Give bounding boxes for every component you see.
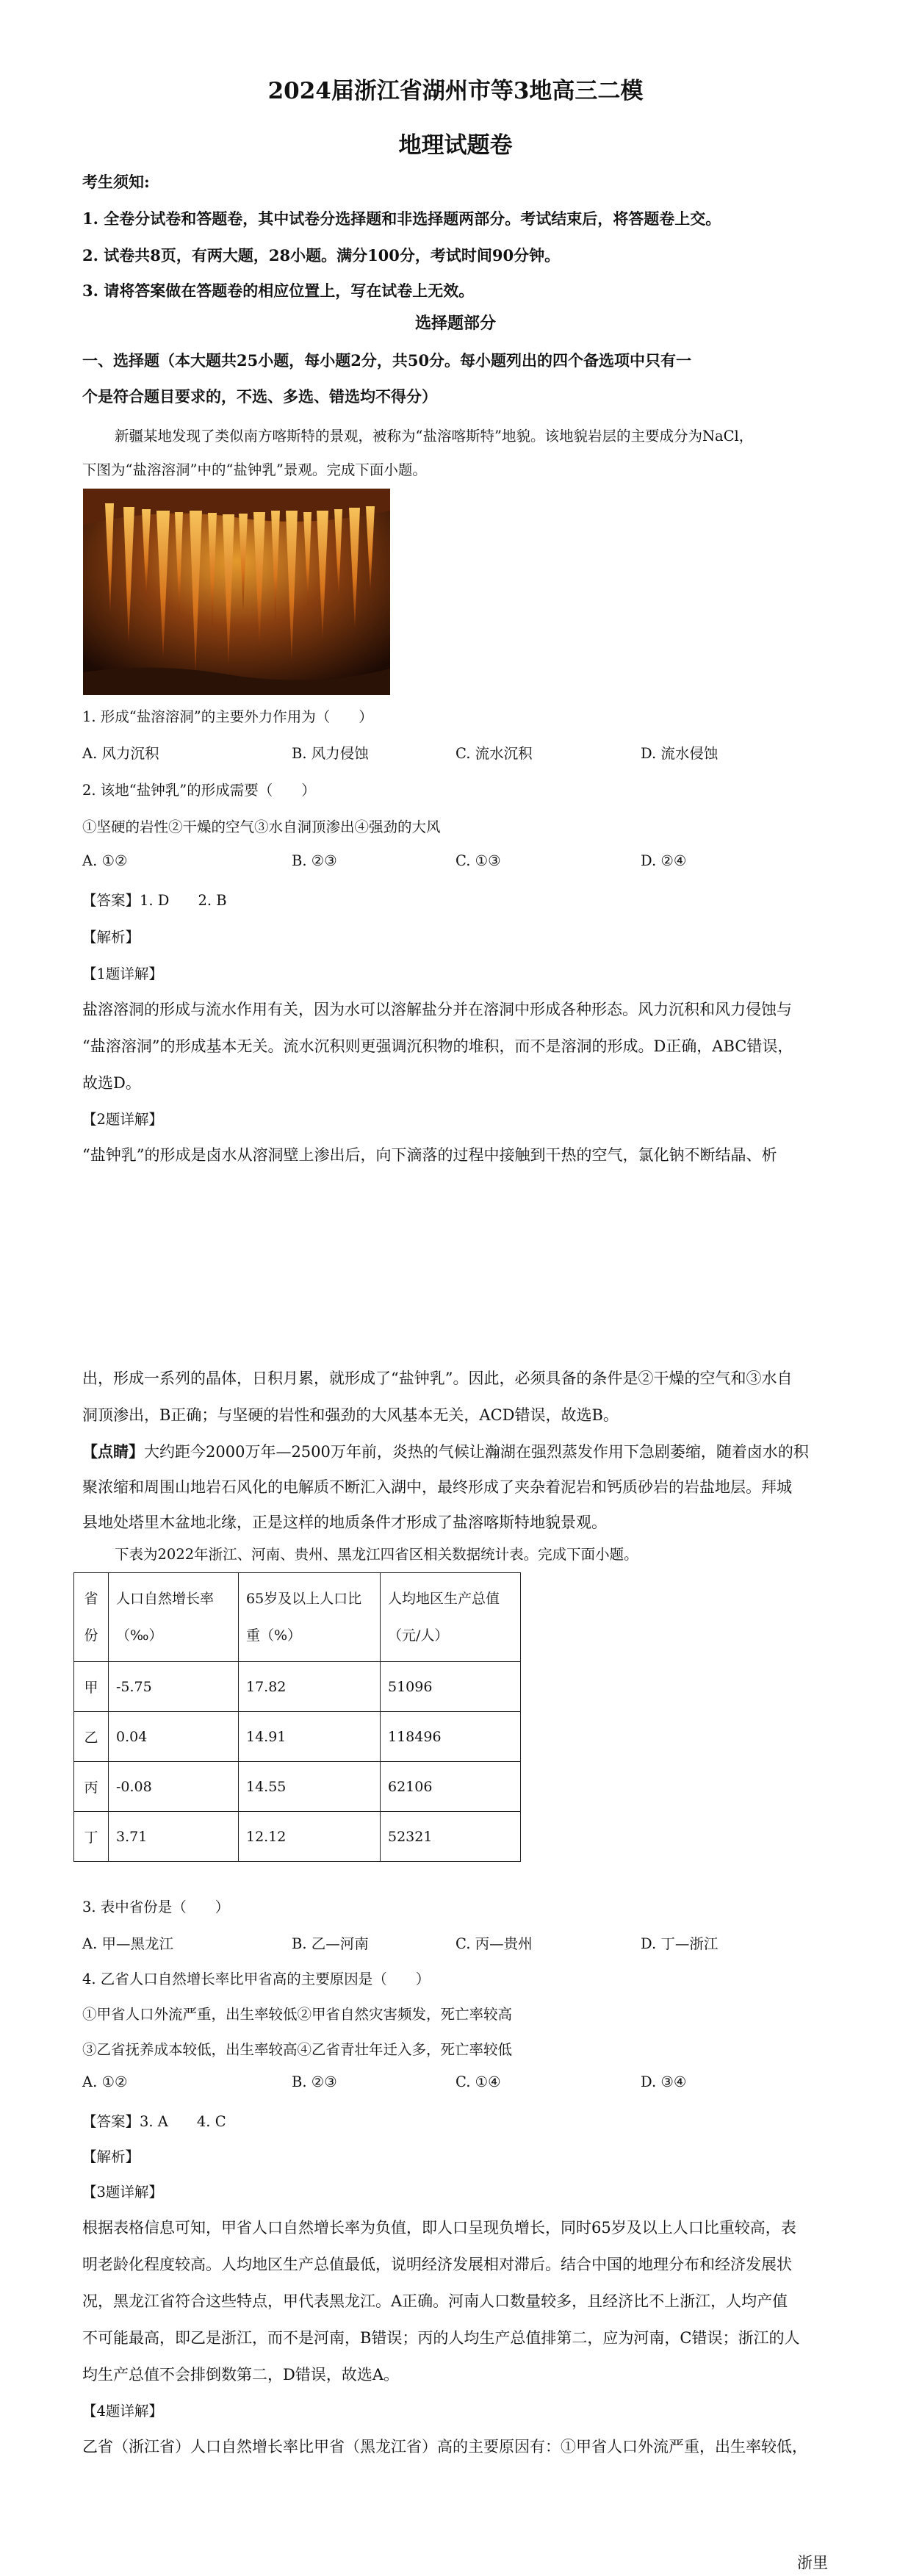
q4-stem: 4. 乙省人口自然增长率比甲省高的主要原因是（ ） [82, 1971, 431, 1987]
exam-title: 2024届浙江省湖州市等3地高三二模 [267, 78, 644, 104]
table-cell: 丙 [74, 1762, 109, 1812]
table-cell: 14.55 [239, 1762, 381, 1812]
q3-options [82, 1932, 832, 1954]
q4-options [82, 2073, 832, 2095]
table-cell: 丁 [74, 1812, 109, 1862]
cave-illustration [83, 489, 390, 695]
q4-option-d[interactable]: D. ③④ [641, 2073, 687, 2090]
tips-line-3: 县地处塔里木盆地北缘，正是这样的地质条件才形成了盐溶喀斯特地貌景观。 [82, 1514, 607, 1531]
q4-option-c[interactable]: C. ①④ [455, 2073, 501, 2090]
q3-option-d[interactable]: D. 丁—浙江 [641, 1935, 719, 1952]
q4-conditions-1: ①甲省人口外流严重，出生率较低②甲省自然灾害频发，死亡率较高 [82, 2006, 513, 2023]
tips-line-2: 聚浓缩和周围山地岩石风化的电解质不断汇入湖中，最终形成了夹杂着泥岩和钙质砂岩的岩盐地层。拜城 [82, 1478, 792, 1496]
table-cell: -5.75 [109, 1662, 239, 1712]
q2-option-c[interactable]: C. ①③ [455, 852, 501, 869]
table-cell: 14.91 [239, 1712, 381, 1762]
detail4-label: 【4题详解】 [82, 2403, 163, 2420]
detail1-line-2: “盐溶溶洞”的形成基本无关。流水沉积则更强调沉积物的堆积，而不是溶洞的形成。D正确，ABC错误， [82, 1037, 793, 1055]
notice-item-1: 1. 全卷分试卷和答题卷，其中试卷分选择题和非选择题两部分。考试结束后，将答题卷上交。 [82, 209, 721, 228]
q2-conditions: ①坚硬的岩性②干燥的空气③水自洞顶渗出④强劲的大风 [82, 819, 441, 835]
table-cell: -0.08 [109, 1762, 239, 1812]
section-title: 选择题部分 [414, 314, 496, 333]
detail2-label: 【2题详解】 [82, 1111, 163, 1128]
table-cell: 3.71 [109, 1812, 239, 1862]
q2-stem: 2. 该地“盐钟乳”的形成需要（ ） [82, 782, 316, 799]
detail4-line-1: 乙省（浙江省）人口自然增长率比甲省（黑龙江省）高的主要原因有：①甲省人口外流严重，出生率较低， [82, 2438, 807, 2456]
exam-subtitle: 地理试题卷 [398, 132, 513, 159]
notice-heading: 考生须知: [82, 173, 150, 191]
table-cell: 51096 [381, 1662, 521, 1712]
notice-item-3: 3. 请将答案做在答题卷的相应位置上，写在试卷上无效。 [82, 281, 475, 300]
q4-option-a[interactable]: A. ①② [82, 2073, 128, 2090]
detail1-label: 【1题详解】 [82, 965, 163, 982]
tips-label: 【点睛】 [82, 1442, 144, 1461]
q1-options [82, 742, 832, 764]
table-header-growth: 人口自然增长率（‰） [109, 1573, 239, 1662]
table-cell: 118496 [381, 1712, 521, 1762]
detail3-line-5: 均生产总值不会排倒数第二，D错误，故选A。 [82, 2366, 400, 2383]
table-header-gdp: 人均地区生产总值（元/人） [381, 1573, 521, 1662]
q3-option-c[interactable]: C. 丙—贵州 [455, 1935, 533, 1952]
table-row [74, 1662, 521, 1712]
detail3-label: 【3题详解】 [82, 2184, 163, 2201]
q3-option-a[interactable]: A. 甲—黑龙江 [82, 1935, 173, 1952]
detail1-line-3: 故选D。 [82, 1074, 141, 1092]
table-cell: 乙 [74, 1712, 109, 1762]
q1-stem: 1. 形成“盐溶溶洞”的主要外力作用为（ ） [82, 708, 373, 725]
detail3-line-3: 况，黑龙江省符合这些特点，甲代表黑龙江。A正确。河南人口数量较多，且经济比不上浙江，人均产值 [82, 2292, 788, 2310]
group2-analysis-label: 【解析】 [82, 2148, 140, 2165]
group1-analysis-label: 【解析】 [82, 929, 140, 946]
table-cell: 0.04 [109, 1712, 239, 1762]
q1-option-a[interactable]: A. 风力沉积 [82, 745, 159, 762]
tips-text-1: 大约距今2000万年—2500万年前，炎热的气候让瀚湖在强烈蒸发作用下急剧萎缩，随着卤水的积 [144, 1443, 809, 1461]
q2-option-a[interactable]: A. ①② [82, 852, 128, 869]
table-row [74, 1712, 521, 1762]
table-row [74, 1762, 521, 1812]
detail2-line-3: 洞顶渗出，B正确；与坚硬的岩性和强劲的大风基本无关，ACD错误，故选B。 [82, 1406, 619, 1424]
group1-answer: 【答案】1. D 2. B [82, 892, 227, 909]
table-cell: 12.12 [239, 1812, 381, 1862]
table-row [74, 1812, 521, 1862]
q1-option-b[interactable]: B. 风力侵蚀 [292, 745, 369, 762]
detail3-line-2: 明老龄化程度较高。人均地区生产总值最低，说明经济发展相对滞后。结合中国的地理分布和经济发展状 [82, 2256, 792, 2273]
q3-stem: 3. 表中省份是（ ） [82, 1899, 230, 1915]
page-footer: 浙里 [797, 2554, 828, 2572]
detail1-line-1: 盐溶溶洞的形成与流水作用有关，因为水可以溶解盐分并在溶洞中形成各种形态。风力沉积和风力侵蚀与 [82, 1001, 792, 1018]
q1-option-c[interactable]: C. 流水沉积 [455, 745, 533, 762]
table-cell: 52321 [381, 1812, 521, 1862]
table-header-province: 省份 [74, 1573, 109, 1662]
table-cell: 62106 [381, 1762, 521, 1812]
detail3-line-4: 不可能最高，即乙是浙江，而不是河南，B错误；丙的人均生产总值排第二，应为河南，C错误；浙江的人 [82, 2329, 800, 2347]
detail3-line-1: 根据表格信息可知，甲省人口自然增长率为负值，即人口呈现负增长，同时65岁及以上人口比重较高，表 [82, 2219, 796, 2237]
section-instruction-2: 个是符合题目要求的，不选、多选、错选均不得分） [82, 387, 437, 406]
q2-option-d[interactable]: D. ②④ [641, 852, 687, 869]
group2-intro: 下表为2022年浙江、河南、贵州、黑龙江四省区相关数据统计表。完成下面小题。 [115, 1546, 638, 1563]
q3-option-b[interactable]: B. 乙—河南 [292, 1935, 369, 1952]
province-stats-table [73, 1572, 521, 1862]
q1-option-d[interactable]: D. 流水侵蚀 [641, 745, 719, 762]
group1-intro-2: 下图为“盐溶溶洞”中的“盐钟乳”景观。完成下面小题。 [82, 461, 427, 478]
salt-stalactite-photo [83, 489, 390, 695]
detail2-line-2: 出，形成一系列的晶体，日积月累，就形成了“盐钟乳”。因此，必须具备的条件是②干燥的空气和③水自 [82, 1370, 793, 1387]
detail2-line-1: “盐钟乳”的形成是卤水从溶洞壁上渗出后，向下滴落的过程中接触到干热的空气，氯化钠不断结晶、析 [82, 1146, 777, 1164]
notice-item-2: 2. 试卷共8页，有两大题，28小题。满分100分，考试时间90分钟。 [82, 246, 561, 265]
table-header-elderly: 65岁及以上人口比重（%） [239, 1573, 381, 1662]
section-instruction-1: 一、选择题（本大题共25小题，每小题2分，共50分。每小题列出的四个备选项中只有一 [82, 351, 692, 370]
group2-answer: 【答案】3. A 4. C [82, 2113, 226, 2130]
group1-intro-1: 新疆某地发现了类似南方喀斯特的景观，被称为“盐溶喀斯特”地貌。该地貌岩层的主要成分为NaCl， [115, 428, 754, 445]
table-header-row [74, 1573, 521, 1662]
q4-option-b[interactable]: B. ②③ [292, 2073, 337, 2090]
table-cell: 17.82 [239, 1662, 381, 1712]
q2-options [82, 852, 832, 874]
q4-conditions-2: ③乙省抚养成本较低，出生率较高④乙省青壮年迁入多，死亡率较低 [82, 2041, 513, 2058]
table-cell: 甲 [74, 1662, 109, 1712]
q2-option-b[interactable]: B. ②③ [292, 852, 337, 869]
tips-line-1 [82, 1440, 809, 1462]
